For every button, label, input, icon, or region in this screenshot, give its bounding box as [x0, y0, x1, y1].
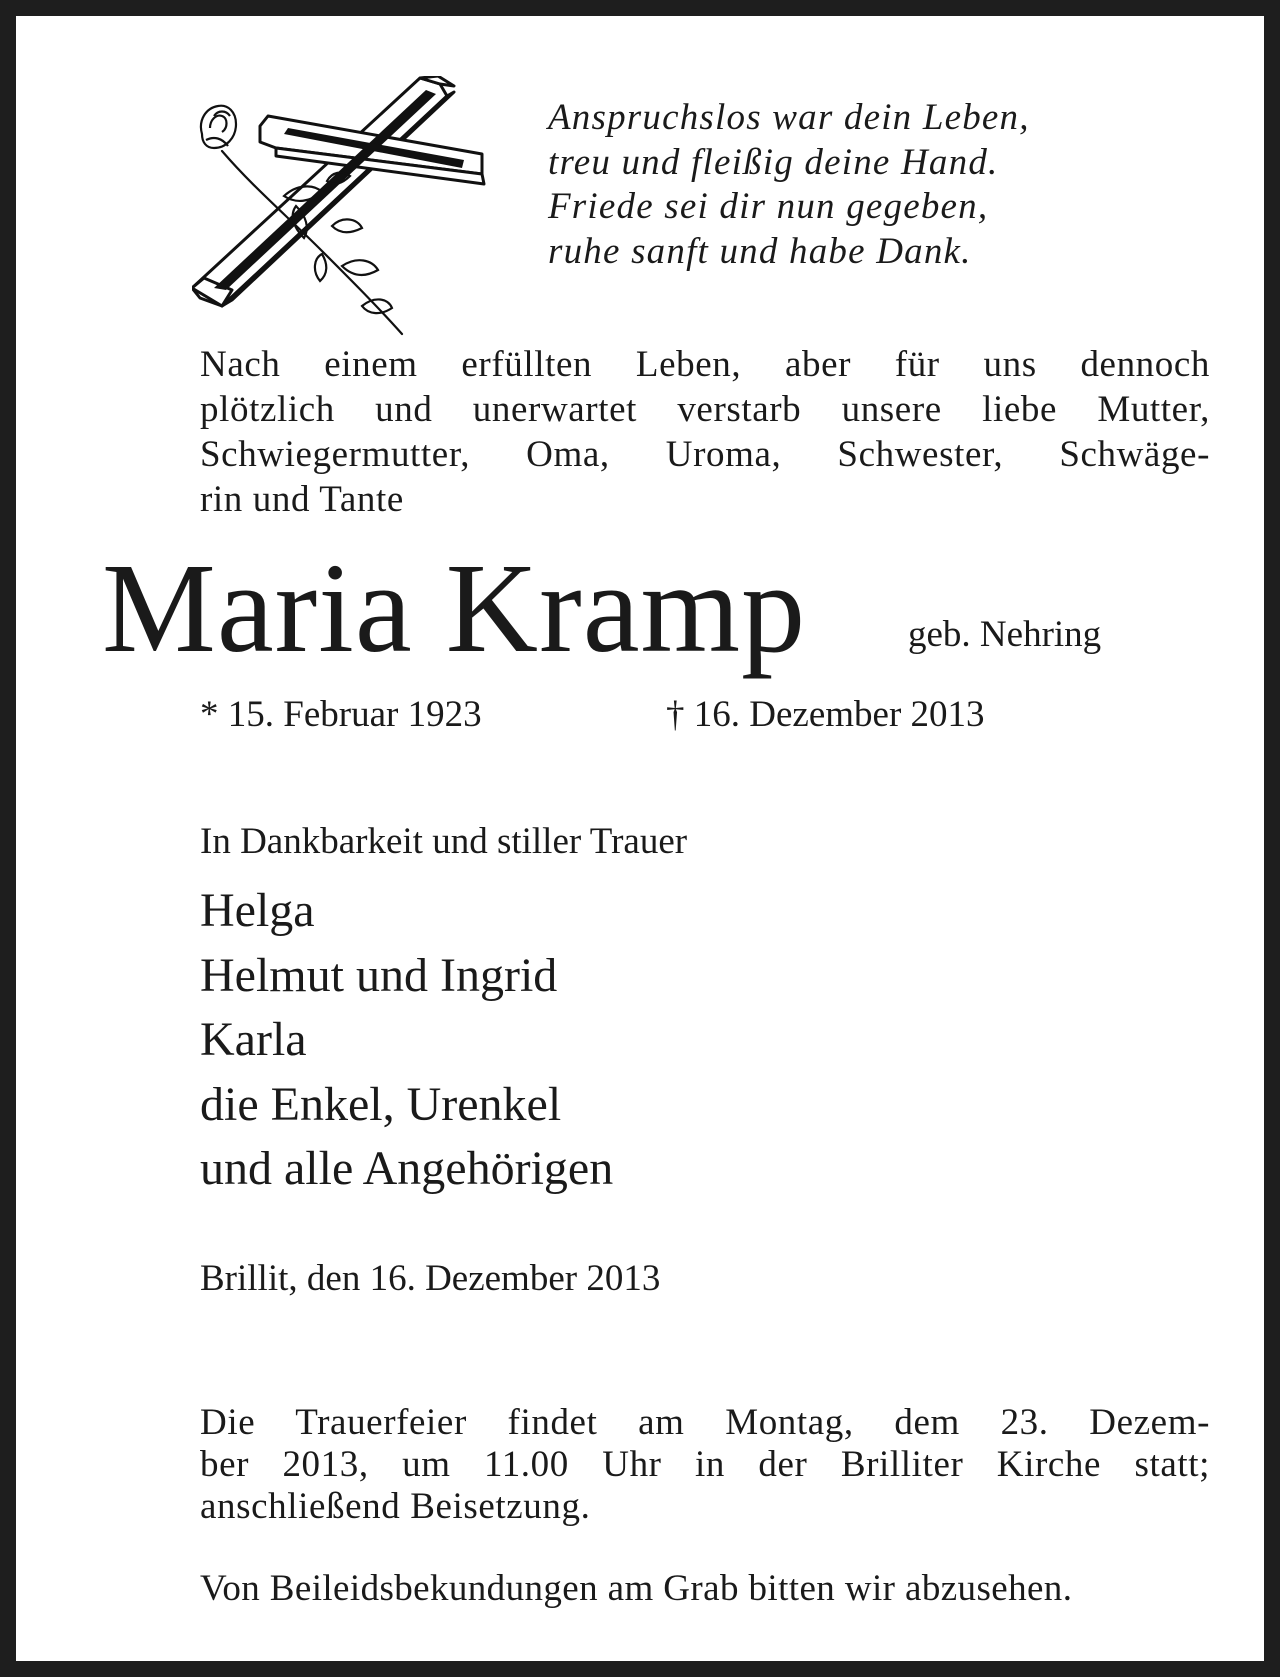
ceremony-line: Die Trauerfeier findet am Montag, dem 23. Dezem-	[200, 1402, 1210, 1443]
mourner-name: die Enkel, Urenkel	[200, 1077, 562, 1131]
mourner-name: und alle Angehörigen	[200, 1142, 614, 1195]
mourners-list	[200, 879, 613, 1202]
poem-line: treu und fleißig deine Hand.	[548, 141, 999, 183]
ceremony-line: anschließend Beisetzung.	[200, 1486, 591, 1527]
place-date: Brillit, den 16. Dezember 2013	[200, 1258, 661, 1299]
poem-line: Anspruchslos war dein Leben,	[548, 97, 1030, 138]
closing-note: Von Beileidsbekundungen am Grab bitten wir abzusehen.	[200, 1568, 1073, 1609]
poem-line: Friede sei dir nun gegeben,	[548, 186, 989, 227]
poem	[548, 96, 1030, 274]
ceremony-paragraph	[200, 1402, 1210, 1528]
maiden-name: geb. Nehring	[908, 614, 1102, 655]
ceremony-line: ber 2013, um 11.00 Uhr in der Brilliter Kirche statt;	[200, 1444, 1210, 1485]
intro-line: Nach einem erfüllten Leben, aber für uns dennoch	[200, 344, 1210, 385]
intro-paragraph	[200, 342, 1210, 522]
mourner-name: Helmut und Ingrid	[200, 948, 558, 1002]
poem-line: ruhe sanft und habe Dank.	[548, 230, 972, 272]
death-date: † 16. Dezember 2013	[666, 694, 985, 735]
intro-line: Schwiegermutter, Oma, Uroma, Schwester, Schwäge-	[200, 434, 1210, 475]
gratitude-line: In Dankbarkeit und stiller Trauer	[200, 821, 688, 862]
cross-with-rose-icon	[192, 76, 492, 336]
mourner-name: Helga	[200, 884, 315, 937]
intro-line: plötzlich und unerwartet verstarb unsere liebe Mutter,	[200, 389, 1210, 430]
mourner-name: Karla	[200, 1013, 307, 1066]
intro-line: rin und Tante	[200, 479, 404, 520]
birth-date: * 15. Februar 1923	[200, 694, 482, 735]
deceased-name: Maria Kramp	[102, 537, 807, 679]
